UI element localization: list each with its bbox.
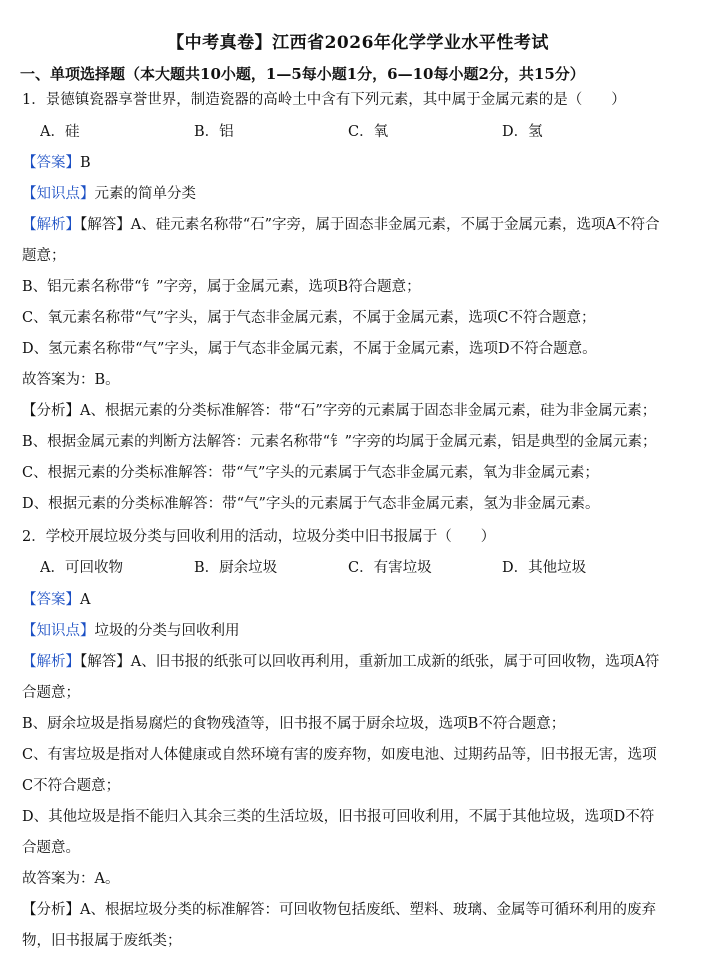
- option-d: D．氢: [502, 124, 543, 140]
- section-heading: 一、单项选择题（本大题共10小题，1—5每小题1分，6—10每小题2分，共15分）: [20, 65, 585, 83]
- question-1-fenxi-line: 【分析】A、根据元素的分类标准解答：带“石”字旁的元素属于固态非金属元素，硅为非金属元素；: [22, 403, 657, 419]
- question-2-conclusion: 故答案为：A。: [22, 871, 120, 887]
- answer-tag: 【答案】: [22, 592, 80, 608]
- question-2-analysis-line: 合题意。: [22, 840, 80, 856]
- option-b: B．铝: [194, 124, 234, 140]
- analysis-tag: 【解析】: [22, 654, 80, 670]
- question-2-analysis-line: 【解析】【解答】A、旧书报的纸张可以回收再利用，重新加工成新的纸张，属于可回收物，选项A符: [22, 654, 660, 670]
- question-2-analysis-line: D、其他垃圾是指不能归入其余三类的生活垃圾，旧书报可回收利用，不属于其他垃圾，选项D不符: [22, 809, 655, 825]
- question-1-analysis-line: 【解析】【解答】A、硅元素名称带“石”字旁，属于固态非金属元素，不属于金属元素，选项A不符合: [22, 217, 660, 233]
- question-2-answer: [22, 590, 702, 610]
- question-1-knowledge: [22, 184, 702, 204]
- answer-value: A: [80, 592, 91, 608]
- option-c: C．氧: [348, 124, 389, 140]
- question-1-analysis-line: C、氧元素名称带“气”字头，属于气态非金属元素，不属于金属元素，选项C不符合题意；: [22, 310, 596, 326]
- page-title: 【中考真卷】江西省2026年化学学业水平性考试: [167, 33, 549, 53]
- question-1-analysis-line: D、氢元素名称带“气”字头，属于气态非金属元素，不属于金属元素，选项D不符合题意。: [22, 341, 597, 357]
- question-2-options: [40, 558, 700, 578]
- question-1-analysis-line: 题意；: [22, 248, 66, 264]
- question-2-analysis-line: C、有害垃圾是指对人体健康或自然环境有害的废弃物，如废电池、过期药品等，旧书报无害，选项: [22, 747, 657, 763]
- question-2-knowledge: [22, 621, 702, 641]
- answer-tag: 【答案】: [22, 155, 80, 171]
- question-1-fenxi-line: B、根据金属元素的判断方法解答：元素名称带“钅”字旁的均属于金属元素，铝是典型的金属元素；: [22, 434, 657, 450]
- question-1-answer: [22, 153, 702, 173]
- question-1-conclusion: 故答案为：B。: [22, 372, 120, 388]
- answer-value: B: [80, 155, 91, 171]
- knowledge-value: 垃圾的分类与回收利用: [94, 623, 240, 639]
- question-1-fenxi-line: C、根据元素的分类标准解答：带“气”字头的元素属于气态非金属元素，氧为非金属元素；: [22, 465, 599, 481]
- knowledge-tag: 【知识点】: [22, 623, 95, 639]
- question-2-stem: 2．学校开展垃圾分类与回收利用的活动，垃圾分类中旧书报属于（ ）: [22, 529, 496, 545]
- knowledge-value: 元素的简单分类: [94, 186, 196, 202]
- question-2-analysis-line: 合题意；: [22, 685, 80, 701]
- question-2-analysis-line: B、厨余垃圾是指易腐烂的食物残渣等，旧书报不属于厨余垃圾，选项B不符合题意；: [22, 716, 566, 732]
- option-a: A．硅: [40, 124, 80, 140]
- question-1-analysis-line: B、铝元素名称带“钅”字旁，属于金属元素，选项B符合题意；: [22, 279, 421, 295]
- option-d: D．其他垃圾: [502, 560, 587, 576]
- analysis-tag: 【解析】: [22, 217, 80, 233]
- question-2-fenxi-line: 【分析】A、根据垃圾分类的标准解答：可回收物包括废纸、塑料、玻璃、金属等可循环利用的废弃: [22, 902, 656, 918]
- question-2-fenxi-line: 物，旧书报属于废纸类；: [22, 933, 182, 949]
- option-a: A．可回收物: [40, 560, 123, 576]
- question-2-analysis-line: C不符合题意；: [22, 778, 121, 794]
- question-1-stem: 1．景德镇瓷器享誉世界，制造瓷器的高岭土中含有下列元素，其中属于金属元素的是（ ）: [22, 92, 626, 108]
- question-1-options: [40, 122, 700, 142]
- option-c: C．有害垃圾: [348, 560, 432, 576]
- option-b: B．厨余垃圾: [194, 560, 278, 576]
- question-1-fenxi-line: D、根据元素的分类标准解答：带“气”字头的元素属于气态非金属元素，氢为非金属元素。: [22, 496, 600, 512]
- knowledge-tag: 【知识点】: [22, 186, 95, 202]
